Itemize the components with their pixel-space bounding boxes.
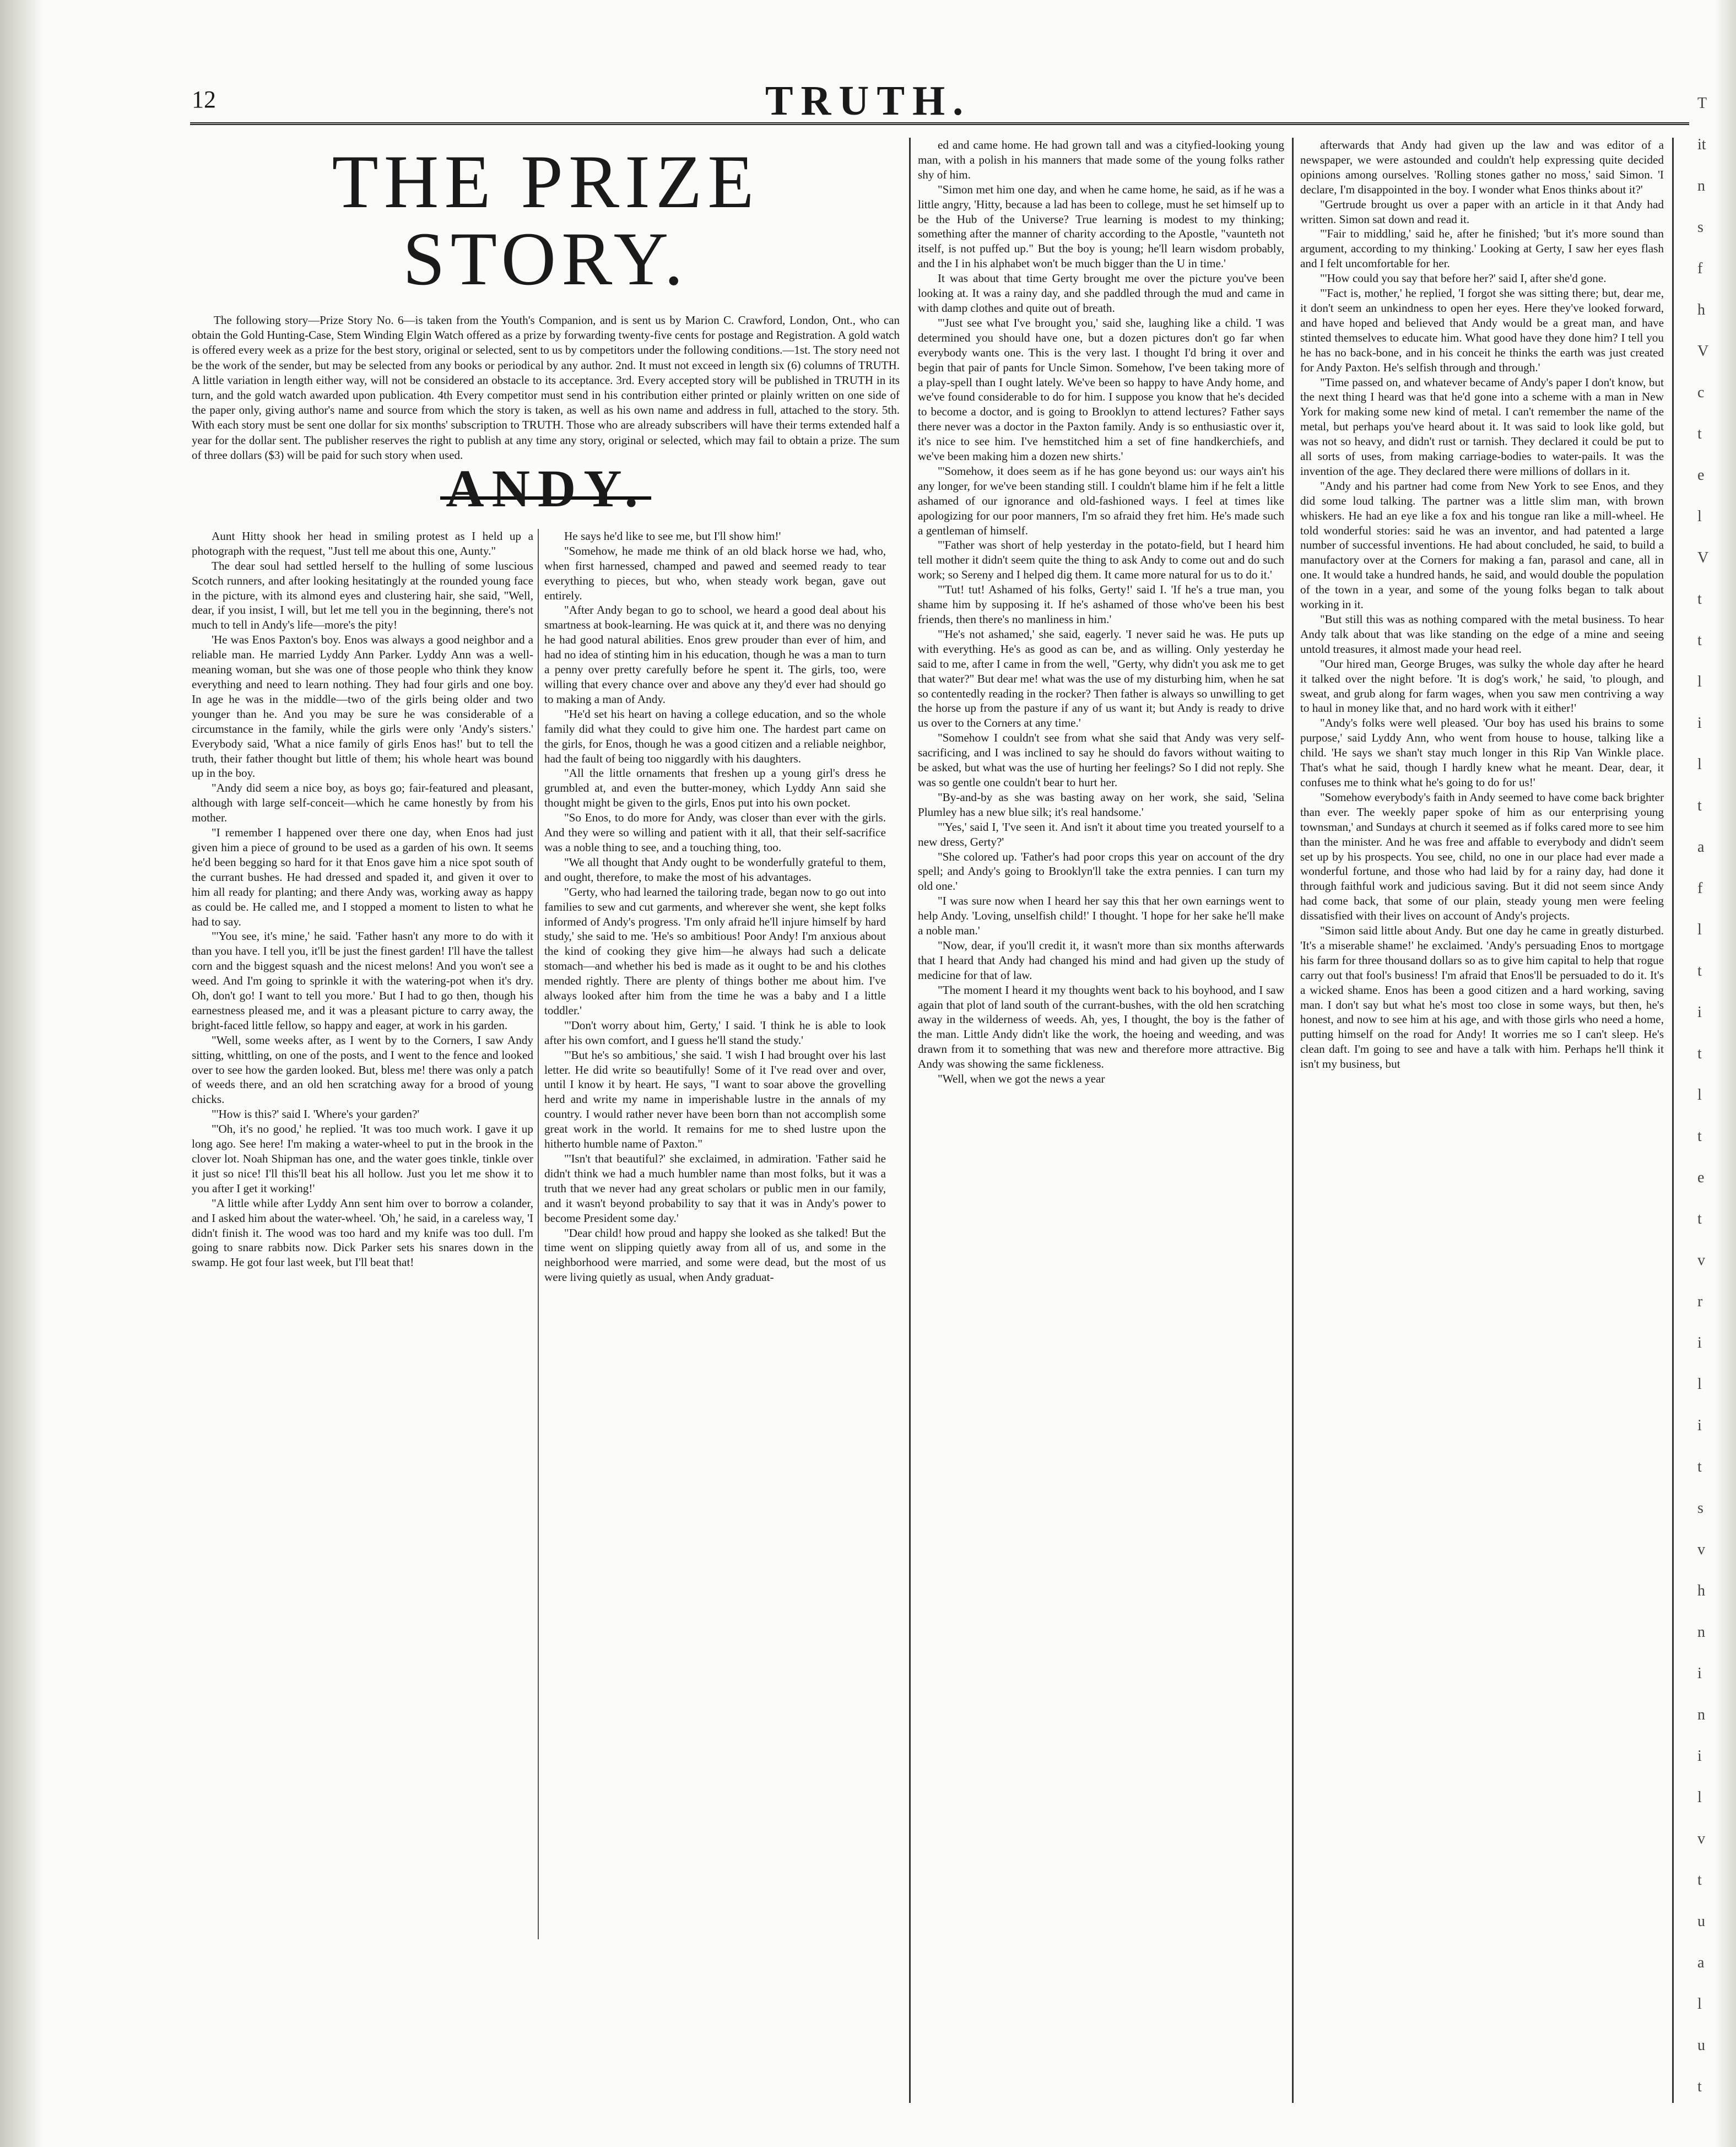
story-paragraph: "'But he's so ambitious,' she said. 'I wish I had brought over his last letter. He did write so beautifully! Some of it I've read over and over, until I know it by heart. He says, "I want to soar above the grovelling herd and write my name in imperishable lustre in the annals of my country. I would rather never have been born than not accomplish some great work in the world. It remains for me to shed lustre upon the hitherto humble name of Paxton." — [544, 1048, 886, 1151]
story-paragraph: "Gertrude brought us over a paper with an article in it that Andy had written. Simon sat down and read it. — [1300, 197, 1664, 226]
story-paragraph: The dear soul had settled herself to the hulling of some luscious Scotch runners, and after looking hesitatingly at the rounded young face in the picture, with its almond eyes and clustering hair, she said, "Well, dear, if you insist, I will, but let me tell you in the beginning, there's not much to tell in Andy's life—more's the pity! — [192, 559, 533, 632]
margin-fragment: t — [1697, 2078, 1702, 2095]
margin-fragment: l — [1697, 1086, 1702, 1104]
story-paragraph: "We all thought that Andy ought to be wonderfully grateful to them, and ought, therefore, to make the most of his advantages. — [544, 855, 886, 884]
story-paragraph: "After Andy began to go to school, we heard a good deal about his smartness at book-learning. He was quick at it, and there was no denying he had good natural abilities. Enos grew prouder than ever of him, and had no idea of stinting him in his education, though he was a man to turn a penny over pretty carefully before he spent it. The girls, too, were willing that every chance over and above any they'd ever had should go to making a man of Andy. — [544, 603, 886, 706]
margin-fragment: l — [1697, 1789, 1702, 1806]
story-paragraph: "Simon said little about Andy. But one day he came in greatly disturbed. 'It's a miserable shame!' he exclaimed. 'Andy's persuading Enos to mortgage his farm for three thousand dollars so as to give him capital to help that rogue carry out that fool's business! I'm afraid that Enos'll be persuaded to do it. It's a wicked shame. Enos has been a good citizen and a hard working, saving man. I don't say but what he's most too close in some ways, but then, he's honest, and now to see him at his age, and with those girls who need a home, putting himself on the road for Andy! It worries me so I can't sleep. He's clean daft. I'm going to see and have a talk with him. Perhaps he'll think it isn't my business, but — [1300, 924, 1664, 1071]
margin-fragment: a — [1697, 839, 1705, 856]
margin-fragment: n — [1697, 1706, 1705, 1723]
margin-fragment: V — [1697, 549, 1709, 566]
story-paragraph: "Andy and his partner had come from New York to see Enos, and they did some loud talking. The partner was a little slim man, with brown whiskers. He had an eye like a fox and his tongue ran like a mill-wheel. He told wonderful stories: said he was an inventor, and had patented a large number of successful inventions. He had about concluded, he said, to build a manufactory over at the Corners for making a fan, parasol and cane, all in one. It would take a hundred hands, he said, and would double the population of the town in a year, and some of the young folks began to talk about working in it. — [1300, 479, 1664, 612]
margin-fragment: f — [1697, 880, 1703, 897]
margin-fragment: h — [1697, 1582, 1705, 1599]
story-paragraph: 'He was Enos Paxton's boy. Enos was always a good neighbor and a reliable man. He married Lyddy Ann Parker. Lyddy Ann was a well-meaning woman, but she was one of those people who think they know everything and need to learn nothing. They had four girls and one boy. In age he was in the middle—two of the girls being older and two younger than he. And you may be sure he was considerable of a circumstance in the family, while the girls were only 'Andy's sisters.' Everybody said, 'What a nice family of girls Enos has!' but to tell the truth, their father thought but little of them; his whole heart was bound up in the boy. — [192, 633, 533, 780]
column-3 — [918, 138, 1284, 1086]
margin-fragment: t — [1697, 1210, 1702, 1227]
margin-fragment: t — [1697, 962, 1702, 980]
story-paragraph: "'Yes,' said I, 'I've seen it. And isn't it about time you treated yourself to a new dress, Gerty?' — [918, 820, 1284, 848]
margin-fragment: T — [1697, 95, 1707, 112]
margin-fragment: h — [1697, 301, 1705, 318]
story-paragraph: "So Enos, to do more for Andy, was closer than ever with the girls. And they were so willing and patient with it all, that their self-sacrifice was a noble thing to see, and a touching thing, too. — [544, 811, 886, 854]
story-paragraph: "She colored up. 'Father's had poor crops this year on account of the dry spell; and Andy's going to Brooklyn'll take the extra pennies. I can turn my old one.' — [918, 850, 1284, 893]
margin-fragment: l — [1697, 1376, 1702, 1393]
story-paragraph: "Time passed on, and whatever became of Andy's paper I don't know, but the next thing I heard was that he'd gone into a scheme with a man in New York for making some new kind of metal. I can't remember the name of the metal, but perhaps you've heard about it. It was said to look like gold, but was not so heavy, and didn't rust or tarnish. They declared it could be put to all sorts of uses, from making carriage-bodies to water-pails. It was the invention of the age. They declared there were millions of dollars in it. — [1300, 375, 1664, 478]
page-number: 12 — [192, 86, 216, 113]
story-paragraph: "Now, dear, if you'll credit it, it wasn't more than six months afterwards that I heard that Andy had changed his mind and had given up the study of medicine for that of law. — [918, 938, 1284, 982]
story-paragraph: "'Isn't that beautiful?' she exclaimed, in admiration. 'Father said he didn't think we had a much humbler name than most folks, but it was a truth that we never had any great scholars or public men in our family, and it wasn't beyond probability to say that it was in Andy's power to become President some day.' — [544, 1152, 886, 1225]
masthead: TRUTH. — [765, 78, 971, 124]
page-edge-shadow — [0, 0, 44, 2147]
story-paragraph: ed and came home. He had grown tall and was a cityfied-looking young man, with a polish in his manners that made some of the young folks rather shy of him. — [918, 138, 1284, 181]
margin-fragment: i — [1697, 1004, 1702, 1021]
margin-fragment: e — [1697, 467, 1705, 484]
story-paragraph: afterwards that Andy had given up the law and was editor of a newspaper, we were astounded and couldn't help expressing quite decided opinions among ourselves. 'Rolling stones gather no moss,' said Simon. 'I declare, I'm disappointed in the boy. I wonder what Enos thinks about it?' — [1300, 138, 1664, 196]
story-paragraph: "Simon met him one day, and when he came home, he said, as if he was a little angry, 'Hitty, because a lad has been to college, must he set himself up to be the Hub of the Universe? True learning is modest to my thinking; something after the manner of charity according to the Apostle, "vaunteth not itself, is not puffed up." But the boy is young; he'll learn wisdom probably, and the I in his alphabet won't be much bigger than the U in time.' — [918, 182, 1284, 271]
story-paragraph: "'You see, it's mine,' he said. 'Father hasn't any more to do with it than you have. I tell you, it'll be just the finest garden! I'll have the tallest corn and the biggest squash and the nicest melons! And you won't see a weed. And I'm going to sprinkle it with the watering-pot when it's dry. Oh, don't go! I want to tell you more.' But I had to go then, though his earnestness pleased me, and it was a pleasant picture to carry away, the bright-faced little fellow, so happy and eager, at work in his garden. — [192, 929, 533, 1032]
margin-fragment: l — [1697, 1995, 1702, 2013]
margin-fragment: V — [1697, 343, 1709, 360]
margin-fragment: e — [1697, 1169, 1705, 1186]
story-paragraph: "Somehow I couldn't see from what she said that Andy was very self-sacrificing, and I was inclined to say he should do favors without waiting to be asked, but what was the use of hurting her feelings? So I did not reply. She was so gentle one couldn't bear to hurt her. — [918, 731, 1284, 789]
margin-fragment: l — [1697, 921, 1702, 938]
story-paragraph: "Well, when we got the news a year — [938, 1072, 1105, 1086]
story-paragraph: "I remember I happened over there one day, when Enos had just given him a piece of ground to be used as a garden of his own. It seems he'd been begging so hard for it that Enos gave him a nice spot south of the currant bushes. He had dressed and spaded it, and given it over to him all ready for planting; and there Andy was, working away as happy as could be. He called me, and I stopped a moment to listen to what he had to say. — [192, 826, 533, 928]
margin-fragment: f — [1697, 260, 1703, 277]
margin-fragment: i — [1697, 1665, 1702, 1682]
margin-fragment: i — [1697, 1334, 1702, 1351]
left-section — [192, 138, 900, 1939]
story-title: ANDY. — [192, 482, 900, 510]
margin-fragment: t — [1697, 1128, 1702, 1145]
story-paragraph: "'Tut! tut! Ashamed of his folks, Gerty!' said I. 'If he's a true man, you shame him by supposing it. If he's ashamed of those who've been his best friends, then there's no manliness in him.' — [918, 583, 1284, 626]
story-paragraph: "'How is this?' said I. 'Where's your garden?' — [212, 1107, 420, 1121]
story-paragraph: "Somehow, he made me think of an old black horse we had, who, when first harnessed, champed and pawed and seemed ready to tear everything to pieces, but who, when steady work began, gave out entirely. — [544, 544, 886, 602]
column-divider — [538, 529, 539, 1939]
story-paragraph: "'Fair to middling,' said he, after he finished; 'but it's more sound than argument, according to my thinking.' Looking at Gerty, I saw her eyes flash and I felt uncomfortable for her. — [1300, 227, 1664, 271]
margin-fragment: t — [1697, 1872, 1702, 1889]
margin-fragment: l — [1697, 508, 1702, 525]
story-paragraph: "All the little ornaments that freshen up a young girl's dress he grumbled at, and even the butter-money, which Lyddy Ann said she thought might be given to the girls, Enos put into his own pocket. — [544, 766, 886, 810]
margin-fragment: r — [1697, 1293, 1703, 1310]
margin-fragment: it — [1697, 136, 1706, 153]
story-paragraph: "Andy's folks were well pleased. 'Our boy has used his brains to some purpose,' said Lyddy Ann, who went from house to house, talking like a child. 'He says we shan't stay much longer in this Rip Van Winkle place. That's what he said, though I hardly knew what he meant. Dear, dear, it confuses me to think what he's going to do for us!' — [1300, 716, 1664, 789]
story-paragraph: "A little while after Lyddy Ann sent him over to borrow a colander, and I asked him about the water-wheel. 'Oh,' he said, in a careless way, 'I didn't finish it. The wood was too hard and my knife was too dull. I'm going to snare rabbits now. Dick Parker sets his snares down in the swamp. He got four last week, but I'll beat that! — [192, 1196, 533, 1269]
margin-fragment: n — [1697, 1624, 1705, 1641]
margin-fragment: l — [1697, 756, 1702, 773]
story-paragraph: "Somehow everybody's faith in Andy seemed to have come back brighter than ever. The weekly paper spoke of him as our enterprising young townsman,' and Sundays at church it seemed as if folks cared more to see him than the minister. And he was free and affable to everybody and didn't seem set up by his prospects. You see, child, no one in our place had ever made a wonderful fortune, and those who had laid by for a rainy day, had done it through faithful work and judicious saving. But it did not seem since Andy had come back, that some of our plain, steady young men were feeling dissatisfied with their lives on account of Andy's projects. — [1300, 790, 1664, 923]
story-paragraph: "I was sure now when I heard her say this that her own earnings went to help Andy. 'Loving, unselfish child!' I thought. 'I hope for her sake he'll make a noble man.' — [918, 894, 1284, 938]
story-paragraph: "By-and-by as she was basting away on her work, she said, 'Selina Plumley has a new blue silk; it's real handsome.' — [918, 790, 1284, 819]
story-paragraph: "Our hired man, George Bruges, was sulky the whole day after he heard it talked over the night before. 'It is dog's work,' he said, 'to plough, and sweat, and grub along for farm wages, when you saw men contriving a way to haul in money like that, and no hard work with it either!' — [1300, 657, 1664, 715]
margin-fragment: u — [1697, 2037, 1705, 2054]
margin-fragment: i — [1697, 715, 1702, 732]
column-1 — [192, 529, 533, 1270]
story-paragraph: "The moment I heard it my thoughts went back to his boyhood, and I saw again that plot of land south of the currant-bushes, with the old hen scratching away in the wilderness of weeds. Ah, yes, I thought, the boy is the father of the man. Little Andy didn't like the work, the hoeing and weeding, and was drawn from it to something that was new and therefore more attractive. Big Andy was showing the same fickleness. — [918, 983, 1284, 1071]
story-paragraph: "Well, some weeks after, as I went by to the Corners, I saw Andy sitting, whittling, on one of the posts, and I went to the fence and looked over to see how the garden looked. But, bless me! there was only a patch of weeds there, and an old hen scratching away for a brood of young chicks. — [192, 1033, 533, 1106]
story-paragraph: "But still this was as nothing compared with the metal business. To hear Andy talk about that was like standing on the edge of a mine and seeing untold treasures, it almost made your head reel. — [1300, 613, 1664, 656]
margin-fragment: n — [1697, 177, 1705, 194]
margin-fragment: s — [1697, 219, 1703, 236]
margin-fragment: l — [1697, 673, 1702, 690]
story-paragraph: "Gerty, who had learned the tailoring trade, began now to go out into families to sew and cut garments, and wherever she went, she kept folks informed of Andy's progress. 'I'm only afraid he'll injure himself by hard study,' she said to me. 'He's so ambitious! Poor Andy! I'm anxious about the kind of cooking they give him—he always had such a delicate stomach—and whether his bed is made as it ought to be and his clothes mended rightly. There are plenty of things bother me about him. I've always looked after him from the time he was a baby and I a little toddler.' — [544, 885, 886, 1017]
margin-fragment: t — [1697, 797, 1702, 814]
prize-heading: THE PRIZE STORY. — [332, 139, 760, 301]
margin-fragment: t — [1697, 1458, 1702, 1475]
column-divider — [1672, 138, 1674, 2103]
intro-paragraph: The following story—Prize Story No. 6—is taken from the Youth's Companion, and is sent us by Marion C. Crawford, London, Ont., who can obtain the Gold Hunting-Case, Stem Winding Elgin Watch offered as a prize by forwarding twenty-five cents for postage and Registration. A gold watch is offered every week as a prize for the best story, original or selected, sent to us by competitors under the following conditions.—1st. The story need not be the work of the sender, but may be selected from any books or periodical by any author. 2nd. It must not exceed in length six (6) columns of TRUTH. A little variation in length either way, will not be considered an obstacle to its acceptance. 3rd. Every accepted story will be published in TRUTH in its turn, and the gold watch awarded upon publication. 4th Every competitor must send in his contribution either printed or plainly written on one side of the paper only, giving author's name and source from which the story is taken, as well as his own name and address in full, attached to the story. 5th. With each story must be sent one dollar for six months' subscription to TRUTH. Those who are already subscribers will have their terms extended half a year for the dollar sent. The publisher reserves the right to publish at any time any story, original or selected, which may fail to obtain a prize. The sum of three dollars ($3) will be paid for such story when used. — [192, 313, 900, 462]
margin-fragment: v — [1697, 1252, 1705, 1269]
margin-fragment: i — [1697, 1417, 1702, 1434]
story-paragraph: "He'd set his heart on having a college education, and so the whole family did what they could to give him one. The hardest part came on the girls, for Enos, though he was a good citizen and a reliable neighbor, had the fault of being too niggardly with his daughters. — [544, 707, 886, 765]
margin-fragment: i — [1697, 1748, 1702, 1765]
column-divider — [1292, 138, 1294, 2103]
margin-fragment: v — [1697, 1830, 1705, 1847]
margin-fragment: t — [1697, 632, 1702, 649]
margin-fragment: t — [1697, 425, 1702, 442]
column-divider — [909, 138, 911, 2103]
adjacent-page-fragments — [1697, 83, 1736, 2107]
story-paragraph: "'Just see what I've brought you,' said she, laughing like a child. 'I was determined you should have one, but a dozen pictures don't go far when everybody wants one. This is the very last. I thought I'd bring it over and begin that pair of pants for Uncle Simon. Somehow, I've been taking more of a play-spell than I ought lately. We've been so happy to have Andy home, and we've found considerable to do for him. I suppose you know that he's decided to become a doctor, and is going to Brooklyn to attend lectures? Father says there never was a doctor in the Paxton family. Andy is so enthusiastic over it, it's nice to see him. I've hemstitched him a set of fine handkerchiefs, and we've been making him a dozen new shirts.' — [918, 316, 1284, 463]
story-paragraph: "Dear child! how proud and happy she looked as she talked! But the time went on slipping quietly away from all of us, and some in the neighborhood were married, and some were dead, but the most of us were living quietly as usual, when Andy graduat- — [544, 1226, 886, 1284]
margin-fragment: u — [1697, 1913, 1705, 1930]
margin-fragment: s — [1697, 1500, 1703, 1517]
margin-fragment: a — [1697, 1954, 1705, 1971]
margin-fragment: c — [1697, 384, 1705, 401]
column-2 — [544, 529, 886, 1285]
story-subcolumns — [192, 529, 900, 1939]
story-paragraph: "'Fact is, mother,' he replied, 'I forgot she was sitting there; but, dear me, it don't seem an unkindness to open her eyes. Here they've looked forward, and have hoped and believed that Andy would be a great man, and have stinted themselves to educate him. What good have they done him? I tell you he has no back-bone, and in his conceit he thinks the earth was just created for Andy Paxton. He's selfish through and through.' — [1300, 286, 1664, 374]
story-paragraph: "'He's not ashamed,' she said, eagerly. 'I never said he was. He puts up with everything. He's as good as can be, and as willing. Only yesterday he said to me, after I came in from the well, "Gerty, why didn't you ask me to get that water?" But dear me! what was the use of my disturbing him, when he sat so contentedly reading in the rocker? Then father is always so unwilling to get the horse up from the pasture if any of us want it; but Andy is ready to drive us over to the Corners at any time.' — [918, 627, 1284, 730]
margin-fragment: v — [1697, 1541, 1705, 1558]
story-paragraph: It was about that time Gerty brought me over the picture you've been looking at. It was a rainy day, and she paddled through the mud and came in with damp clothes and quite out of breath. — [918, 272, 1284, 315]
margin-fragment: t — [1697, 1045, 1702, 1062]
story-paragraph: "'How could you say that before her?' said I, after she'd gone. — [1320, 272, 1607, 285]
story-paragraph: "'Father was short of help yesterday in the potato-field, but I heard him tell mother it didn't seem quite the thing to ask Andy to come out and do such work; so Sereny and I helped dig them. It came more natural for us to do it.' — [918, 538, 1284, 582]
story-paragraph: "'Oh, it's no good,' he replied. 'It was too much work. I gave it up long ago. See here! I'm making a water-wheel to put in the brook in the clover lot. Noah Shipman has one, and the water goes tinkle, tinkle over it just so nice! I'll this'll beat his all hollow. Just you let me show it to you after I get it working!' — [192, 1122, 533, 1195]
story-paragraph: "Andy did seem a nice boy, as boys go; fair-featured and pleasant, although with large self-conceit—which he came honestly by from his mother. — [192, 781, 533, 825]
column-4 — [1300, 138, 1664, 1072]
story-paragraph: Aunt Hitty shook her head in smiling protest as I held up a photograph with the request, "Just tell me about this one, Aunty." — [192, 529, 533, 558]
story-paragraph: "'Somehow, it does seem as if he has gone beyond us: our ways ain't his any longer, for we've been standing still. I couldn't blame him if he felt a little ashamed of our ignorance and old-fashioned ways. I feel at times like apologizing for our poor manners, I'm so afraid they fret him. He's made such a gentleman of himself. — [918, 464, 1284, 537]
story-paragraph: He says he'd like to see me, but I'll show him!' — [564, 529, 781, 543]
header-rule — [190, 122, 1689, 125]
story-paragraph: "'Don't worry about him, Gerty,' I said. 'I think he is able to look after his own comfort, and I guess he'll stand the study.' — [544, 1018, 886, 1047]
margin-fragment: t — [1697, 591, 1702, 608]
